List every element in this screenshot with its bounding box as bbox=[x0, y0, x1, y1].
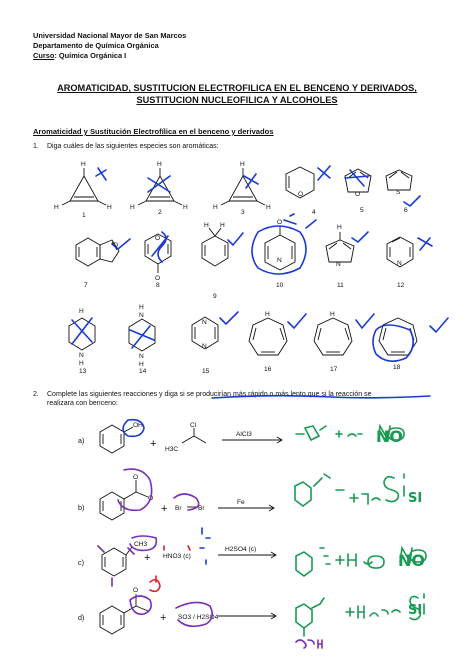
structure-number-11: 11 bbox=[337, 282, 344, 289]
structure-number-13: 13 bbox=[79, 368, 87, 375]
reaction-c-conditions: H2SO4 (c) bbox=[225, 546, 257, 553]
reaction-a-reagent-structure bbox=[182, 428, 206, 443]
structure-number-10: 10 bbox=[276, 282, 284, 289]
atom-n: N bbox=[79, 352, 84, 359]
atom-h: H bbox=[213, 204, 218, 211]
atom-s: S bbox=[396, 189, 401, 196]
atom-h: H bbox=[81, 161, 86, 168]
structure-number-4: 4 bbox=[312, 209, 316, 216]
structure-number-12: 12 bbox=[397, 282, 405, 289]
reaction-a-letter: a) bbox=[78, 436, 85, 445]
structure-11 bbox=[326, 232, 354, 262]
structure-3 bbox=[221, 168, 265, 205]
plus-sign: + bbox=[161, 503, 168, 515]
section-heading: Aromaticidad y Sustitución Electrofílica en el benceno y derivados bbox=[33, 127, 274, 136]
plus-sign: + bbox=[160, 612, 167, 624]
atom-n: N bbox=[397, 260, 402, 267]
course-label: Curso bbox=[33, 51, 55, 60]
structure-13 bbox=[69, 318, 95, 350]
question-2-text-2: realizara con benceno: bbox=[47, 400, 118, 407]
atom-o: O bbox=[133, 587, 139, 594]
structure-number-1: 1 bbox=[82, 212, 86, 219]
question-1-number: 1. bbox=[33, 143, 39, 150]
question-2-text-1: Complete las siguientes reacciones y diga si se producirían más rápido o más lento que si la reacción se bbox=[47, 391, 372, 398]
atom-o: O bbox=[113, 242, 119, 249]
reaction-b-reagent: Fe bbox=[237, 499, 245, 506]
atom-o: O bbox=[155, 275, 161, 282]
reaction-c-letter: c) bbox=[78, 558, 84, 567]
atom-o: O bbox=[355, 191, 361, 198]
atom-n: N bbox=[139, 353, 144, 360]
atom-h: H bbox=[157, 161, 162, 168]
reaction-d-letter: d) bbox=[78, 613, 85, 622]
question-2-number: 2. bbox=[33, 391, 39, 398]
atom-o: O bbox=[133, 422, 139, 429]
title-line-1: AROMATICIDAD, SUSTITUCION ELECTROFILICA EN EL BENCENO Y DERIVADOS, bbox=[57, 83, 417, 93]
atom-h: H bbox=[54, 204, 59, 211]
atom-h: H bbox=[139, 304, 144, 311]
structure-number-9: 9 bbox=[213, 293, 217, 300]
atom-h: H bbox=[130, 204, 135, 211]
atom-h: H bbox=[240, 161, 245, 168]
atom-n: N bbox=[202, 343, 207, 350]
atom-br: Br bbox=[175, 505, 182, 512]
atom-h: H bbox=[138, 422, 143, 429]
structure-9 bbox=[202, 228, 228, 266]
atom-h: H bbox=[330, 311, 335, 318]
structure-number-15: 15 bbox=[202, 368, 210, 375]
handwritten-annotations bbox=[72, 166, 448, 648]
atom-cl: Cl bbox=[190, 422, 197, 429]
reaction-a-answer: NO bbox=[376, 427, 403, 446]
atom-n: N bbox=[277, 257, 282, 264]
atom-n: N bbox=[139, 312, 144, 319]
atom-h: H bbox=[220, 222, 225, 229]
structure-6 bbox=[386, 170, 412, 190]
atom-o: O bbox=[148, 495, 154, 502]
question-1-text: Diga cuáles de las siguientes especies son aromáticas: bbox=[47, 143, 219, 150]
atom-br: Br bbox=[198, 505, 205, 512]
structure-17 bbox=[314, 318, 352, 355]
reaction-a-reactant bbox=[100, 425, 133, 453]
atom-h: H bbox=[79, 308, 84, 315]
atom-n: N bbox=[336, 261, 341, 268]
reaction-a-reagent: AlCl3 bbox=[236, 431, 252, 438]
reaction-d-reagent: SO3 / H2SO4 bbox=[178, 614, 219, 621]
atom-h: H bbox=[107, 204, 112, 211]
structure-number-18: 18 bbox=[393, 364, 401, 371]
reaction-c-reactant bbox=[102, 547, 132, 576]
structure-number-7: 7 bbox=[84, 282, 88, 289]
structure-number-6: 6 bbox=[404, 207, 408, 214]
plus-sign: + bbox=[150, 438, 157, 450]
atom-o: O bbox=[155, 235, 161, 242]
atom-n: N bbox=[202, 319, 207, 326]
structure-5 bbox=[345, 169, 371, 192]
structure-number-14: 14 bbox=[139, 368, 147, 375]
reaction-b-letter: b) bbox=[78, 503, 85, 512]
header-department: Departamento de Química Orgánica bbox=[33, 41, 159, 50]
atom-h: H bbox=[139, 361, 144, 368]
atom-ch3: CH3 bbox=[134, 541, 148, 548]
atom-h: H bbox=[183, 204, 188, 211]
course-name: : Química Orgánica I bbox=[54, 51, 127, 60]
title-line-2: SUSTITUCION NUCLEOFILICA Y ALCOHOLES bbox=[136, 95, 338, 105]
structure-number-8: 8 bbox=[156, 282, 160, 289]
atom-h: H bbox=[79, 360, 84, 367]
header-university: Universidad Nacional Mayor de San Marcos bbox=[33, 31, 187, 40]
reaction-c-answer: NO bbox=[398, 551, 425, 570]
atom-h: H bbox=[337, 224, 342, 231]
atom-h: H bbox=[204, 222, 209, 229]
reaction-b-answer: SI bbox=[408, 491, 423, 506]
atom-h: H bbox=[265, 311, 270, 318]
structure-number-17: 17 bbox=[330, 366, 338, 373]
atom-o: O bbox=[133, 474, 139, 481]
plus-sign: + bbox=[144, 552, 151, 564]
structure-16 bbox=[249, 318, 287, 355]
reaction-d-answer: SI bbox=[408, 603, 423, 618]
atom-h3c: H3C bbox=[165, 446, 179, 453]
atom-h: H bbox=[266, 204, 271, 211]
reaction-c-reagent: HNO3 (c) bbox=[163, 553, 191, 560]
atom-o: O bbox=[298, 191, 304, 198]
atom-o: O bbox=[277, 219, 283, 226]
structure-number-5: 5 bbox=[360, 207, 364, 214]
structure-number-16: 16 bbox=[264, 366, 272, 373]
structure-number-2: 2 bbox=[158, 209, 162, 216]
structure-number-3: 3 bbox=[241, 209, 245, 216]
reaction-b-reactant bbox=[100, 480, 148, 520]
reaction-arrows bbox=[218, 437, 282, 619]
